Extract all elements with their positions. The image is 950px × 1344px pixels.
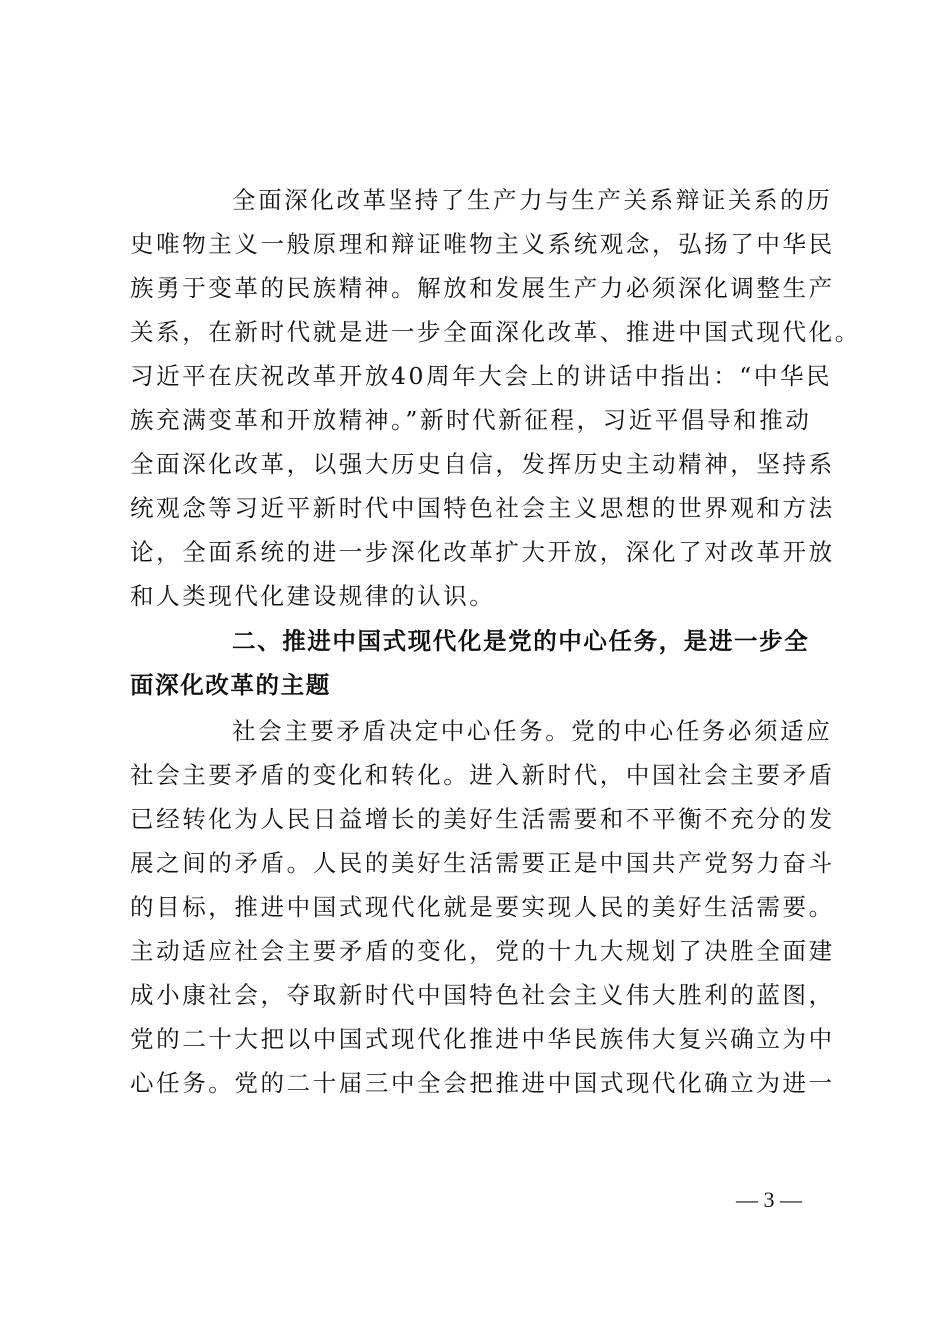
text-line: 党的二十大把以中国式现代化推进中华民族伟大复兴确立为中 [130, 1025, 835, 1053]
text-line: 全面深化改革，以强大历史自信，发挥历史主动精神，坚持系 [130, 450, 835, 478]
text-line: 的目标，推进中国式现代化就是要实现人民的美好生活需要。 [130, 893, 835, 921]
text-line: 心任务。党的二十届三中全会把推进中国式现代化确立为进一 [130, 1069, 835, 1097]
text-line: 成小康社会，夺取新时代中国特色社会主义伟大胜利的蓝图， [130, 981, 835, 1009]
text-line: 论，全面系统的进一步深化改革扩大开放，深化了对改革开放 [130, 538, 835, 566]
text-line: 展之间的矛盾。人民的美好生活需要正是中国共产党努力奋斗 [130, 849, 835, 877]
text-line: 史唯物主义一般原理和辩证唯物主义系统观念，弘扬了中华民 [130, 230, 835, 258]
text-line: 统观念等习近平新时代中国特色社会主义思想的世界观和方法 [130, 494, 835, 522]
page-number: — 3 — [736, 1187, 802, 1212]
text-line: 社会主要矛盾的变化和转化。进入新时代，中国社会主要矛盾 [130, 761, 835, 789]
text-line: 关系，在新时代就是进一步全面深化改革、推进中国式现代化。 [130, 318, 861, 346]
heading-line: 面深化改革的主题 [130, 671, 331, 699]
text-line: 习近平在庆祝改革开放40周年大会上的讲话中指出：“中华民 [130, 362, 833, 390]
text-line: 和人类现代化建设规律的认识。 [130, 582, 496, 610]
text-line: 社会主要矛盾决定中心任务。党的中心任务必须适应 [232, 717, 833, 745]
text-line: 族勇于变革的民族精神。解放和发展生产力必须深化调整生产 [130, 274, 835, 302]
heading-line: 二、推进中国式现代化是党的中心任务，是进一步全 [232, 627, 810, 655]
text-line: 族充满变革和开放精神。”新时代新征程，习近平倡导和推动 [130, 406, 812, 434]
text-line: 全面深化改革坚持了生产力与生产关系辩证关系的历 [232, 186, 833, 214]
text-line: 已经转化为人民日益增长的美好生活需要和不平衡不充分的发 [130, 805, 835, 833]
text-line: 主动适应社会主要矛盾的变化，党的十九大规划了决胜全面建 [130, 937, 835, 965]
